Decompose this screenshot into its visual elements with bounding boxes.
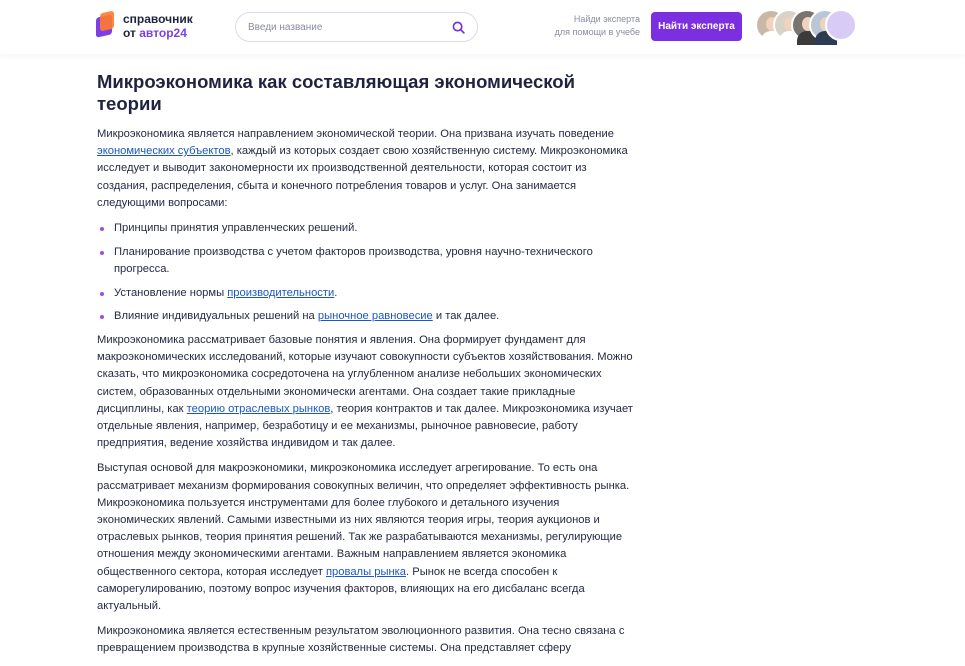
list-item: Установление нормы производительности.: [97, 285, 637, 302]
find-expert-button[interactable]: Найти эксперта: [651, 12, 742, 41]
link-market-failures[interactable]: провалы рынка: [326, 565, 407, 578]
search-icon[interactable]: [452, 21, 465, 34]
link-market-equilibrium[interactable]: рыночное равновесие: [317, 310, 433, 323]
paragraph-1: Микроэкономика является направлением экономической теории. Она призвана изучать поведение экономических субъектов, каждый из которых создает свою хозяйственную систему. Микроэкономика исследует и выводит закономерности их производственной деятельности, которая состоит из создания, распределения, сбыта и конечного потребления товаров и услуг. Она занимается следующими вопросами:: [97, 128, 628, 209]
list-item: Принципы принятия управленческих решений.: [97, 220, 637, 237]
avatar: [825, 9, 857, 41]
site-header: [0, 0, 965, 54]
link-economic-subjects[interactable]: экономических субъектов: [97, 145, 231, 158]
paragraph-2: Микроэкономика рассматривает базовые понятия и явления. Она формирует фундамент для макроэкономических исследований, которые изучают совокупности субъектов хозяйствования. Можно сказать, что микроэкономика сосредоточена на углубленном анализе небольших экономических систем, образованных отдельными экономически агентами. Она создает такие прикладные дисциплины, как теорию отраслевых рынков, теория контрактов и так далее. Микроэкономика изучает отдельные явления, например, безработицу и ее механизмы, рыночное равновесие, работу предприятия, ведение хозяйства индивидом и так далее.: [97, 334, 633, 450]
expert-avatars[interactable]: [755, 9, 857, 41]
link-productivity[interactable]: производительности: [227, 286, 335, 299]
list-item: Планирование производства с учетом факторов производства, уровня научно-технического прогресса.: [97, 244, 637, 278]
expert-hint: Найди эксперта для помощи в учебе: [554, 14, 640, 37]
link-industry-markets-theory[interactable]: теорию отраслевых рынков: [186, 402, 331, 415]
paragraph-3: Выступая основой для макроэкономики, микроэкономика исследует агрегирование. То есть она рассматривает механизм формирования совокупных величин, что определяет эффективность рынка. Микроэкономика пользуется инструментами для более глубокого и детального изучения экономических явлений. Самыми известными из них являются теория игры, теория аукционов и отраслевых рынков, теория принятия решений. Так же разрабатываются механизмы, регулирующие отношения между экономическими агентами. Важным направлением является экономика общественного сектора, которая исследует провалы рынка. Рынок не всегда способен к саморегулированию, поэтому вопрос изучения факторов, влияющих на его дисбаланс всегда актуальный.: [97, 462, 630, 613]
search-box: [235, 12, 478, 42]
list-item: Влияние индивидуальных решений на рыночное равновесие и так далее.: [97, 308, 637, 325]
article: [97, 71, 637, 666]
page-title: Микроэкономика как составляющая экономической теории: [97, 71, 575, 114]
logo-line2: от автор24: [123, 26, 187, 40]
logo-icon: [96, 12, 116, 40]
logo-accent: автор24: [139, 26, 187, 40]
search-input[interactable]: [248, 22, 438, 33]
site-logo[interactable]: [96, 12, 193, 40]
logo-text: [123, 12, 193, 40]
issues-list: [97, 220, 637, 326]
logo-line1: справочник: [123, 12, 193, 26]
paragraph-4: Микроэкономика является естественным результатом эволюционного развития. Она тесно связана с превращением производства в крупные хозяйственные системы. Она представляет сферу: [97, 625, 625, 655]
